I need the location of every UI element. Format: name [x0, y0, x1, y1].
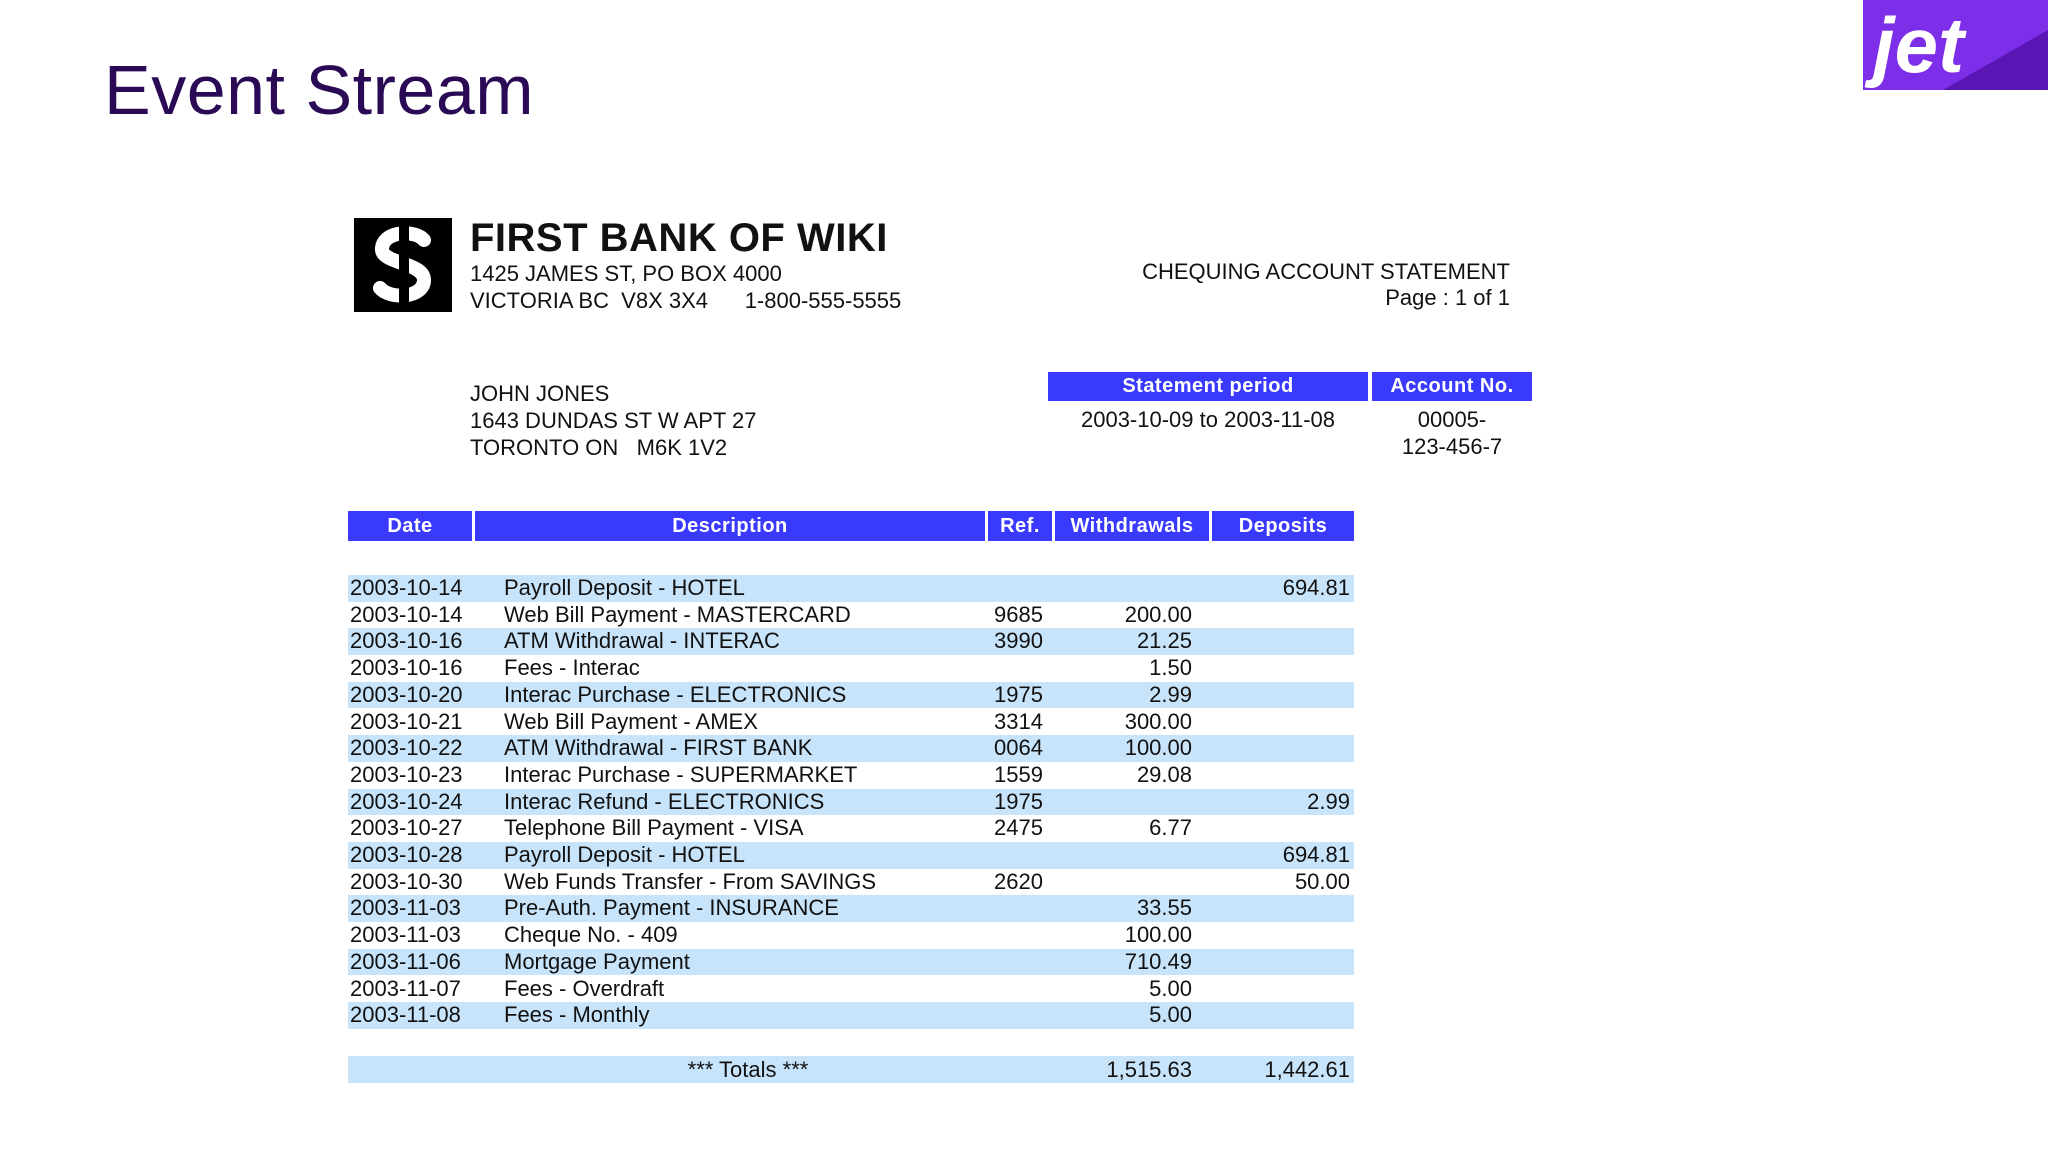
- statement-period-header: Statement period: [1048, 372, 1368, 401]
- table-row: [348, 628, 1354, 655]
- cell-ref: 2620: [994, 868, 1043, 894]
- cell-ref: 9685: [994, 601, 1043, 627]
- cell-description: Telephone Bill Payment - VISA: [504, 815, 804, 841]
- account-no-line1: 00005-: [1417, 407, 1487, 432]
- table-row: [348, 842, 1354, 869]
- slide-title: Event Stream: [104, 51, 535, 129]
- cell-deposit: 50.00: [1294, 868, 1350, 894]
- table-row: [348, 789, 1354, 816]
- column-header-date: Date: [348, 511, 472, 541]
- cell-deposit: 2.99: [1307, 788, 1350, 814]
- cell-ref: 1975: [994, 788, 1043, 814]
- cell-deposit: 694.81: [1282, 575, 1350, 600]
- cell-description: Mortgage Payment: [504, 948, 690, 974]
- cell-withdrawal: 21.25: [1136, 628, 1192, 654]
- table-row: [348, 1002, 1354, 1029]
- cell-withdrawal: 6.77: [1149, 815, 1192, 841]
- cell-date: 2003-11-06: [350, 948, 461, 974]
- bank-address: [470, 260, 901, 314]
- cell-withdrawal: 5.00: [1149, 1002, 1192, 1028]
- customer-address: [470, 380, 757, 461]
- cell-date: 2003-10-24: [350, 788, 463, 814]
- cell-withdrawal: 2.99: [1149, 681, 1192, 707]
- cell-description: Fees - Interac: [504, 655, 640, 681]
- cell-withdrawal: 5.00: [1149, 975, 1192, 1001]
- table-row: [348, 602, 1354, 629]
- cell-description: Interac Refund - ELECTRONICS: [504, 788, 825, 814]
- table-row: [348, 762, 1354, 789]
- statement-type: CHEQUING ACCOUNT STATEMENT: [1142, 259, 1510, 284]
- totals-deposits: 1,442.61: [1264, 1057, 1350, 1082]
- cell-description: ATM Withdrawal - INTERAC: [504, 628, 780, 654]
- totals-withdrawals: 1,515.63: [1106, 1057, 1192, 1082]
- totals-label: *** Totals ***: [687, 1057, 809, 1082]
- table-row: [348, 682, 1354, 709]
- cell-date: 2003-10-30: [350, 868, 463, 894]
- cell-deposit: 694.81: [1282, 842, 1350, 867]
- cell-ref: 3990: [994, 628, 1043, 654]
- bank-name: FIRST BANK OF WIKI: [470, 216, 888, 260]
- table-row: [348, 949, 1354, 976]
- cell-withdrawal: 33.55: [1136, 895, 1192, 921]
- cell-description: Fees - Monthly: [504, 1002, 650, 1028]
- cell-date: 2003-10-23: [350, 761, 463, 787]
- cell-withdrawal: 710.49: [1124, 948, 1192, 974]
- cell-description: Cheque No. - 409: [504, 922, 678, 948]
- cell-withdrawal: 100.00: [1124, 735, 1192, 761]
- cell-date: 2003-10-22: [350, 735, 463, 761]
- cell-date: 2003-10-27: [350, 815, 463, 841]
- cell-withdrawal: 1.50: [1149, 655, 1192, 681]
- bank-address-line2: VICTORIA BC V8X 3X4 1-800-555-5555: [470, 288, 902, 313]
- cell-date: 2003-10-28: [350, 842, 463, 867]
- totals-row: [348, 1056, 1354, 1083]
- account-no-line2: 123-456-7: [1401, 434, 1503, 459]
- cell-date: 2003-11-07: [350, 975, 461, 1001]
- cell-description: Interac Purchase - SUPERMARKET: [504, 761, 858, 787]
- cell-ref: 1559: [994, 761, 1043, 787]
- cell-date: 2003-11-03: [350, 922, 461, 948]
- page-indicator: Page : 1 of 1: [1385, 285, 1510, 310]
- table-row: [348, 655, 1354, 682]
- table-row: [348, 709, 1354, 736]
- cell-ref: 0064: [994, 735, 1043, 761]
- jet-logo-icon: [1863, 0, 2048, 90]
- table-row: [348, 815, 1354, 842]
- dollar-sign-icon: [354, 218, 452, 312]
- cell-ref: 1975: [994, 681, 1043, 707]
- bank-address-line1: 1425 JAMES ST, PO BOX 4000: [470, 261, 782, 286]
- cell-date: 2003-10-16: [350, 655, 463, 681]
- cell-description: Pre-Auth. Payment - INSURANCE: [504, 895, 839, 921]
- cell-description: Fees - Overdraft: [504, 975, 665, 1001]
- table-row: [348, 735, 1354, 762]
- cell-description: Web Bill Payment - AMEX: [504, 708, 758, 734]
- column-header-ref: Ref.: [988, 511, 1052, 541]
- table-row: [348, 976, 1354, 1003]
- cell-description: Payroll Deposit - HOTEL: [504, 575, 745, 600]
- table-row: [348, 869, 1354, 896]
- cell-description: Interac Purchase - ELECTRONICS: [504, 681, 847, 707]
- statement-period-value: 2003-10-09 to 2003-11-08: [1080, 407, 1335, 432]
- table-row: [348, 895, 1354, 922]
- table-row: [348, 922, 1354, 949]
- logo-text: jet: [1873, 1, 1965, 89]
- column-header-deposits: Deposits: [1212, 511, 1354, 541]
- cell-date: 2003-11-08: [350, 1002, 461, 1028]
- cell-withdrawal: 100.00: [1124, 922, 1192, 948]
- cell-description: Web Funds Transfer - From SAVINGS: [504, 868, 877, 894]
- cell-ref: 3314: [994, 708, 1043, 734]
- bank-statement: [348, 210, 1538, 1110]
- column-header-description: Description: [475, 511, 985, 541]
- column-header-withdrawals: Withdrawals: [1055, 511, 1209, 541]
- account-no-value: [1372, 406, 1532, 460]
- cell-date: 2003-10-21: [350, 708, 463, 734]
- customer-name: JOHN JONES: [470, 381, 610, 406]
- cell-date: 2003-10-20: [350, 681, 463, 707]
- customer-address-line1: 1643 DUNDAS ST W APT 27: [470, 408, 757, 433]
- customer-address-line2: TORONTO ON M6K 1V2: [470, 435, 728, 460]
- jet-logo: [1863, 0, 2048, 90]
- cell-withdrawal: 29.08: [1136, 761, 1192, 787]
- cell-description: Web Bill Payment - MASTERCARD: [504, 601, 851, 627]
- cell-description: ATM Withdrawal - FIRST BANK: [504, 735, 813, 761]
- cell-withdrawal: 200.00: [1124, 601, 1192, 627]
- account-no-header: Account No.: [1372, 372, 1532, 401]
- cell-date: 2003-10-14: [350, 575, 463, 600]
- cell-withdrawal: 300.00: [1124, 708, 1192, 734]
- cell-date: 2003-11-03: [350, 895, 461, 921]
- cell-date: 2003-10-16: [350, 628, 463, 654]
- cell-date: 2003-10-14: [350, 601, 463, 627]
- cell-ref: 2475: [994, 815, 1043, 841]
- table-row: [348, 575, 1354, 602]
- cell-description: Payroll Deposit - HOTEL: [504, 842, 745, 867]
